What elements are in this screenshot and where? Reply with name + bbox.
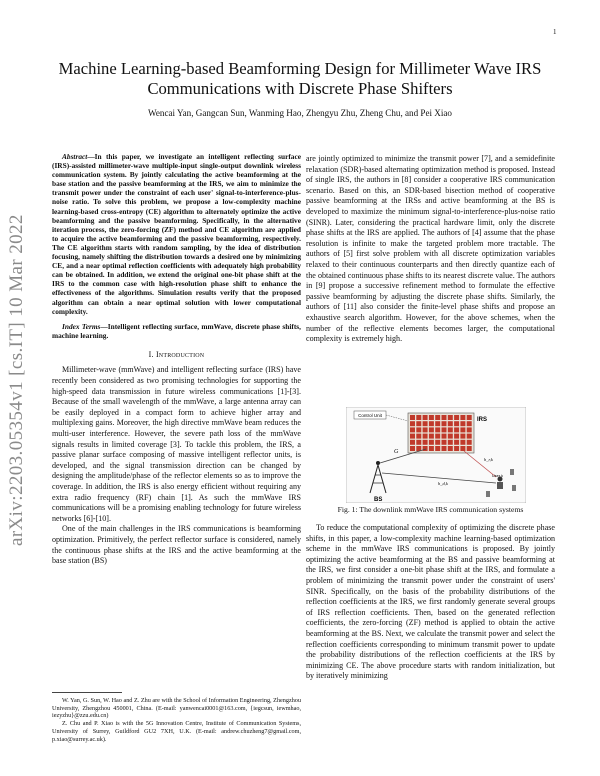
irs-element — [454, 440, 459, 445]
irs-element — [429, 427, 434, 432]
footnote-rule — [52, 692, 122, 693]
irs-element — [435, 421, 440, 426]
paper-authors: Wencai Yan, Gangcan Sun, Wanming Hao, Zhengyu Zhu, Zheng Chu, and Pei Xiao — [148, 108, 452, 118]
section-number: I. — [148, 349, 154, 359]
irs-element — [467, 415, 472, 420]
irs-element — [429, 440, 434, 445]
irs-element — [460, 421, 465, 426]
irs-element — [460, 415, 465, 420]
irs-element — [448, 446, 453, 451]
g-label: G — [394, 449, 399, 455]
irs-element — [454, 427, 459, 432]
irs-element — [410, 440, 415, 445]
paper-title: Machine Learning-based Beamforming Design for Millimeter Wave IRS Communications with Discrete Phase Shifters — [58, 59, 542, 98]
irs-element — [454, 434, 459, 439]
irs-element — [416, 427, 421, 432]
right-paragraph-2: To reduce the computational complexity of optimizing the discrete phase shifts, in this paper, a low-complexity machine learning-based optimization scheme in the mmWave IRS communications is proposed. By jointly optimizing the active beamforming at the BS and passive beamforming at the IRS, we first consider a one-bit phase shift at the IRS, and formulate a problem of minimizing the transmit power under the constraint of users' SINR. Specifically, on the basis of the probability distributions of the reflection coefficients at the IRS, we first randomly generate several groups of IRS reflection coefficients. Then, based on the generated reflection coefficients, the zero-forcing (ZF) method is applied to obtain the active beamforming at the BS. Next, we calculate the transmit power and select the reflection coefficients corresponding to minimum transmit power to update the probability distributions of the reflection coefficients at the IRS by minimizing CE. The above procedure starts with random initialization, but by iteratively minimizing — [306, 523, 555, 681]
irs-element — [429, 421, 434, 426]
irs-element — [410, 427, 415, 432]
irs-label: IRS — [477, 417, 488, 423]
irs-element — [448, 421, 453, 426]
irs-element — [410, 415, 415, 420]
irs-element — [467, 427, 472, 432]
irs-element — [429, 434, 434, 439]
footnote-2: Z. Chu and P. Xiao is with the 5G Innovation Centre, Institute of Communication Systems, University of Surrey, Guildford GU2 7XH, U.K. (E-mail: andrew.chuzheng7@gmail.com, p.xiao@surrey.ac.uk). — [52, 720, 301, 743]
irs-element — [423, 415, 428, 420]
irs-element — [460, 427, 465, 432]
index-terms-label: Index Terms — [62, 321, 101, 331]
irs-element — [460, 446, 465, 451]
irs-element — [460, 434, 465, 439]
abstract-text: —In this paper, we investigate an intelligent reflecting surface (IRS)-assisted millimeter-wave multiple-input single-output downlink wireless communication system. By jointly calculating the active beamforming at the base station and the passive beamforming at the IRS, we aim to minimize the transmit power under the constraint of each user' signal-to-interference-plus-noise ratio. To solve this problem, we propose a low-complexity machine learning-based cross-entropy (CE) algorithm to alternately optimize the active beamforming and the passive beamforming. Specifically, in the alternative iteration process, the zero-forcing (ZF) method and CE algorithm are applied to acquire the active beamforming and the passive beamforming, respectively. The CE algorithm starts with random sampling, by the idea of distribution focusing, namely shifting the distribution towards a desired one by minimizing CE, and a near optimal reflection coefficients with adequately high probability can be obtained. In addition, we extend the original one-bit phase shift at the IRS to the common case with high-resolution phase shift to enhance the effectiveness of the algorithms. Simulation results verify that the proposed algorithm can obtain a near optimal solution with lower computational complexity. — [52, 152, 301, 316]
intro-paragraph-1: Millimeter-wave (mmWave) and intelligent reflecting surface (IRS) have recently been considered as two promising technologies for supporting the high-speed data transmission in future wireless communications [1]-[3]. Because of the small wavelength of the mmWave, a large antenna array can be easily deployed in a compact form to achieve higher array and multiplexing gains. Moreover, the high directive mmWave beam reduces the multi-user interference. However, the severe path loss of the mmWave signals results in limited coverage [3]. To tackle this problem, the IRS, a passive planar surface composing of massive intelligent reflector units, is developed, and the signal transmission direction can be changed by designing the amplitude/phase of the reflector elements so as to improve the coverage. In addition, the IRS is also energy efficient without requiring any extra radio frequency (RF) chain [1]. As such the mmWave IRS communications will be a promising enabling technology for future wireless networks [6]-[10]. — [52, 365, 301, 523]
irs-element — [410, 421, 415, 426]
irs-element — [423, 421, 428, 426]
user-label: User k — [492, 474, 503, 478]
irs-element — [442, 446, 447, 451]
irs-element — [448, 440, 453, 445]
irs-element — [442, 421, 447, 426]
irs-element — [448, 434, 453, 439]
irs-element — [442, 427, 447, 432]
right-column-lower — [306, 523, 555, 682]
section-title: Introduction — [155, 349, 205, 359]
irs-element — [454, 421, 459, 426]
irs-element — [467, 421, 472, 426]
irs-element — [429, 415, 434, 420]
hr-label: h_r,k — [484, 457, 493, 462]
bs-label: BS — [374, 497, 383, 503]
irs-element — [442, 434, 447, 439]
right-paragraph-1: are jointly optimized to minimize the transmit power [7], and a semidefinite relaxation (SDR)-based alternating optimization method is proposed. Instead of single IRS, the authors in [8] consider a cooperative IRS communication scenario. Based on this, an SDR-based bisection method of cooperative passive beamforming at the IRSs and active beamforming at the BS is developed to maximize the minimum signal-to-interference-plus-noise ratio (SINR). Later, considering the practical hardware limit, only the discrete phase shifts at the IRS are applied. The authors of [4] assume that the phase resolution is infinite to make the targeted problem more tractable. The authors of [5] first solve problem with all discrete optimization variables relaxed to their continuous counterparts and then directly quantize each of the obtained continuous phase shifts to its nearest discrete value. The authors in [9] propose a successive refinement method to formulate the effective passive beamforming by adjusting the discrete phase shifts. Similarly, the authors of [11] also consider the finite-level phase shifts and propose an exhaustive search algorithm. However, for the above schemes, when the number of the reflective elements becomes larger, the computational complexity is extremely high. — [306, 154, 555, 344]
user-device — [497, 477, 503, 490]
irs-element — [442, 415, 447, 420]
irs-element — [460, 440, 465, 445]
index-terms — [52, 322, 301, 340]
irs-element — [416, 415, 421, 420]
page-number: 1 — [553, 28, 557, 36]
irs-element — [410, 446, 415, 451]
footnote-1: W. Yan, G. Sun, W. Hao and Z. Zhu are with the School of Information Engineering, Zhengzhou University, Zhengzhou 450001, China. (E-mail: yanwencai0001@163.com, {iegcsun, iewmhao, iezyzhu}@zzu.edu.cn) — [52, 697, 301, 720]
control-unit-label: Control Unit — [358, 413, 382, 418]
footnotes — [52, 697, 301, 743]
irs-element — [435, 446, 440, 451]
section-heading — [52, 350, 301, 361]
irs-element — [435, 427, 440, 432]
abstract-label: Abstract — [62, 152, 88, 161]
irs-element — [429, 446, 434, 451]
right-column — [306, 154, 555, 345]
irs-element — [454, 415, 459, 420]
figure-caption: Fig. 1: The downlink mmWave IRS communication systems — [337, 505, 524, 514]
irs-element — [423, 434, 428, 439]
left-column — [52, 152, 301, 567]
irs-element — [423, 427, 428, 432]
irs-element — [454, 446, 459, 451]
hd-label: h_d,k — [438, 481, 448, 486]
irs-element — [423, 440, 428, 445]
irs-element — [435, 434, 440, 439]
irs-element — [435, 415, 440, 420]
irs-element — [467, 440, 472, 445]
irs-element — [448, 427, 453, 432]
irs-element — [416, 434, 421, 439]
irs-element — [448, 415, 453, 420]
irs-element — [442, 440, 447, 445]
index-terms-text: —Intelligent reflecting surface, mmWave, discrete phase shifts, machine learning. — [52, 321, 301, 340]
abstract — [52, 152, 301, 316]
irs-element — [435, 440, 440, 445]
irs-element — [467, 446, 472, 451]
arxiv-stamp: arXiv:2203.05354v1 [cs.IT] 10 Mar 2022 — [6, 214, 27, 546]
irs-panel — [408, 413, 474, 453]
system-figure — [346, 407, 526, 503]
irs-element — [416, 440, 421, 445]
irs-element — [416, 421, 421, 426]
intro-paragraph-2: One of the main challenges in the IRS communications is beamforming optimization. Primitively, the perfect reflector surface is considered, namely the continuous phase shifts at the IRS and the active beamforming at the base station (BS) — [52, 524, 301, 566]
irs-element — [467, 434, 472, 439]
irs-element — [410, 434, 415, 439]
irs-element — [423, 446, 428, 451]
